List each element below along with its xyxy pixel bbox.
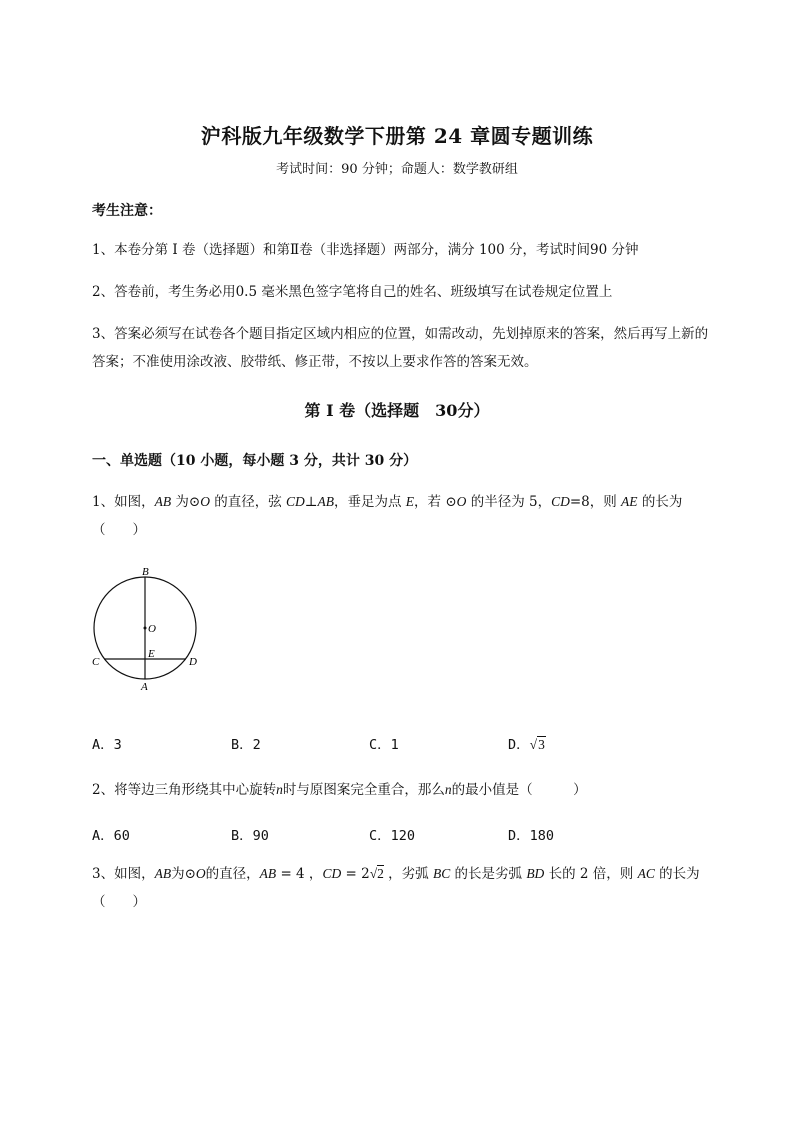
answer-paren: （ ） — [92, 522, 146, 538]
answer-paren: （ ） — [92, 894, 146, 910]
notice-item-3: 3、答案必须写在试卷各个题目指定区域内相应的位置，如需改动，先划掉原来的答案，然后再写上新的答案；不准使用涂改液、胶带纸、修正带，不按以上要求作答的答案无效。 — [92, 326, 709, 370]
label-c: C — [92, 656, 100, 668]
question-3: 3、如图，AB为⊙O的直径，AB = 4 ，CD = 2√2 ，劣弧 BC 的长是劣弧 BD 长的 2 倍，则 AC 的长为 （ ） — [92, 866, 700, 910]
notice-item-1: 1、本卷分第 I 卷（选择题）和第Ⅱ卷（非选择题）两部分，满分 100 分，考试时间90 分钟 — [92, 242, 639, 258]
notice-item-2: 2、答卷前，考生务必用0.5 毫米黑色签字笔将自己的姓名、班级填写在试卷规定位置上 — [92, 284, 613, 300]
label-o: O — [148, 623, 156, 635]
q1-option-b: B．2 — [231, 737, 261, 753]
q1-option-c: C．1 — [369, 737, 399, 753]
question-1: 1、如图，AB 为⊙O 的直径，弦 CD⊥AB，垂足为点 E，若 ⊙O 的半径为 5，CD=8，则 AE 的长为 （ ） — [92, 494, 683, 538]
q2-option-d: D．180 — [508, 828, 555, 844]
sqrt-expression: √3 — [529, 737, 545, 752]
section-title: 第 I 卷（选择题 30分） — [304, 401, 490, 420]
label-a: A — [141, 681, 148, 693]
circle-figure — [86, 566, 216, 696]
page-title: 沪科版九年级数学下册第 24 章圆专题训练 — [200, 124, 594, 148]
exam-info: 考试时间：90 分钟；命题人：数学教研组 — [276, 162, 518, 177]
notice-heading: 考生注意： — [92, 203, 162, 219]
part-title: 一、单选题（10 小题，每小题 3 分，共计 30 分） — [92, 453, 418, 469]
q1-option-d: D．√3 — [508, 737, 545, 753]
label-b: B — [142, 566, 149, 578]
label-e: E — [148, 648, 155, 660]
q2-option-b: B．90 — [231, 828, 269, 844]
q2-option-c: C．120 — [369, 828, 416, 844]
q1-option-a: A．3 — [92, 737, 122, 753]
label-d: D — [189, 656, 197, 668]
q2-option-a: A．60 — [92, 828, 130, 844]
question-2: 2、将等边三角形绕其中心旋转n时与原图案完全重合，那么n的最小值是（ ） — [92, 782, 587, 798]
